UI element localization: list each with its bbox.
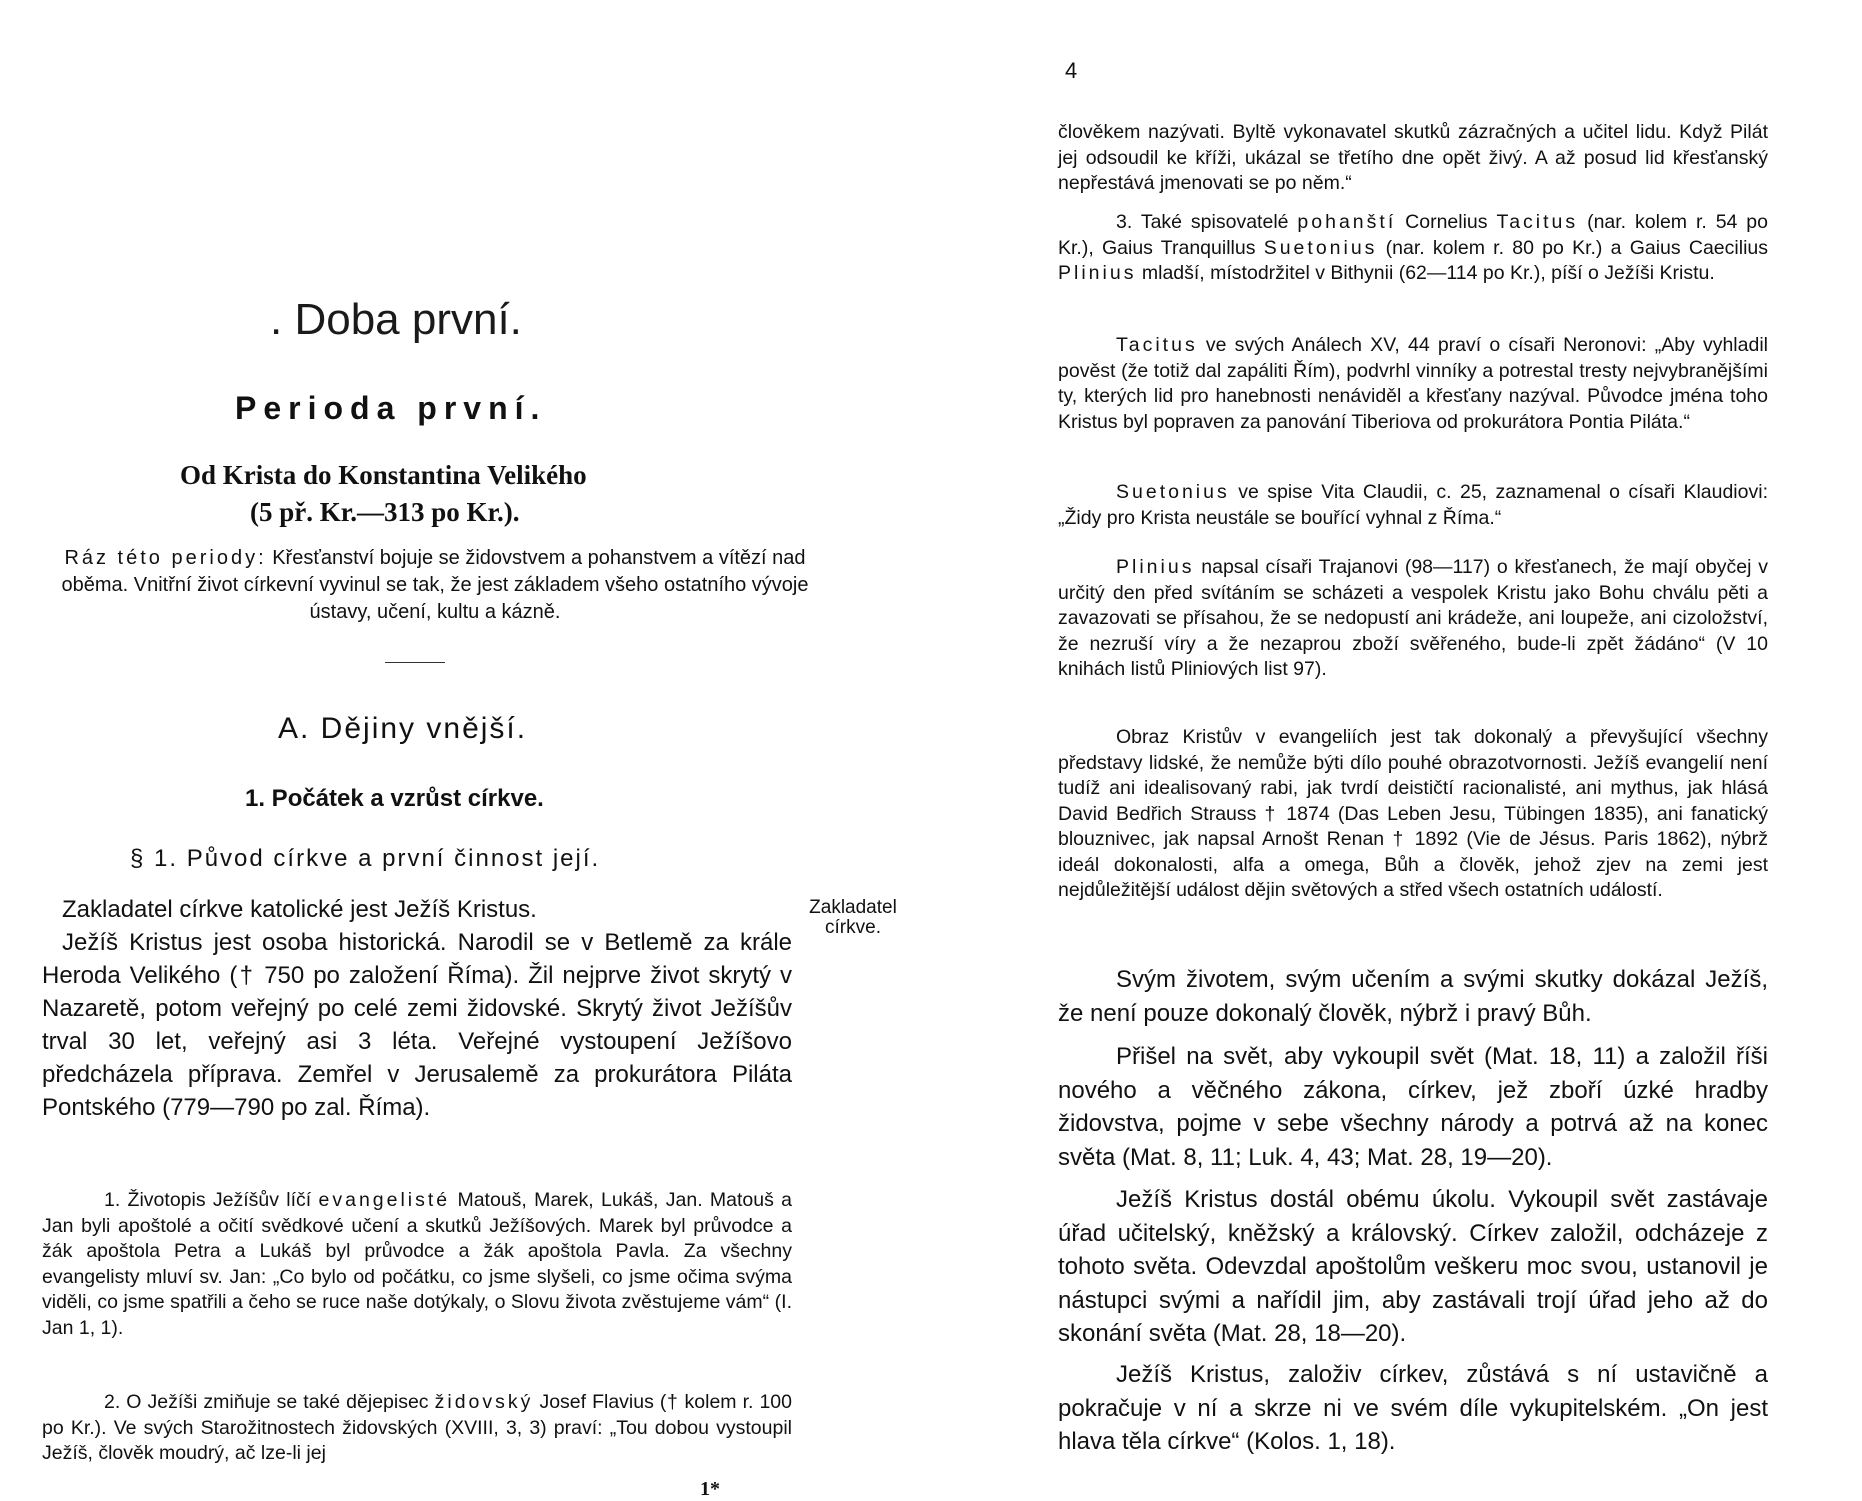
subtitle-line-2: (5 př. Kr.—313 po Kr.).	[250, 497, 520, 527]
body-paragraph-3	[1058, 1183, 1768, 1351]
period-title: Perioda první.	[235, 390, 547, 426]
body-paragraph-2	[1058, 1040, 1768, 1174]
plinius-quote	[1058, 555, 1768, 683]
body-text: Svým životem, svým učením a svými skutky dokázal Ježíš, že není pouze dokonalý člověk, nýbrž i pravý Bůh.	[1058, 966, 1768, 1027]
note-3-spaced: Suetonius	[1263, 236, 1378, 259]
body-paragraph-4	[1058, 1358, 1768, 1459]
note-1-label: 1. Životopis Ježíšův líčí	[104, 1189, 312, 1211]
obraz-text: Obraz Kristův v evangeliích jest tak dokonalý a převyšující všechny představy lidské, že nemůže býti dílo pouhé obrazotvornosti. Ježíš evangelií není tudíž ani idealisovaný rabi, jak tvrdí deističtí racionalisté, ani mythus, jak hlásá David Bedřich Strauss † 1874 (Das Leben Jesu, Tübingen 1835), ani fanatický blouznivec, jak napsal Arnošt Renan † 1892 (Vie de Jésus. Paris 1862), nýbrž ideál dokonalosti, alfa a omega, Bůh a člověk, jehož zjev na zemi jest nejdůležitější událost dějin světových a střed všech ostatních událostí.	[1058, 726, 1768, 901]
tacitus-name: Tacitus	[1116, 334, 1198, 356]
left-page	[0, 0, 897, 1500]
plinius-name: Plinius	[1116, 556, 1195, 578]
continued-quote	[1058, 120, 1768, 197]
paragraph-title: § 1. Původ církve a první činnost její.	[130, 845, 601, 872]
note-3-spaced: Tacitus	[1496, 211, 1579, 233]
chapter-title: 1. Počátek a vzrůst církve.	[245, 785, 544, 812]
right-page	[900, 0, 1862, 1500]
lead-sentence: Zakladatel církve katolické jest Ježíš Kristus.	[62, 896, 537, 923]
divider	[385, 662, 445, 663]
period-character	[45, 545, 825, 626]
margin-note: Zakladatel církve.	[809, 897, 897, 938]
note-3-part: 3. Také spisovatelé	[1116, 211, 1289, 233]
note-3-part: mladší, místodržitel v Bithynii (62—114 po Kr.), píší o Ježíši Kristu.	[1141, 262, 1715, 284]
body-paragraph-1	[1058, 963, 1768, 1030]
note-1	[42, 1188, 792, 1341]
section-title: A. Dějiny vnější.	[278, 712, 528, 745]
note-2	[42, 1390, 792, 1467]
character-label: Ráz této periody:	[64, 547, 267, 569]
continued-text: člověkem nazývati. Byltě vykonavatel skutků zázračných a učitel lidu. Když Pilát jej odsoudil ke kříži, ukázal se třetího dne opět živý. A až posud lid křesťanský nepřestává jmenovati se po něm.“	[1058, 121, 1768, 194]
plinius-text: napsal císaři Trajanovi (98—117) o křesťanech, že mají obyčej v určitý den před svítáním se scházeti a vespolek Kristu jako Bohu chválu pěti a zavazovati se přísahou, že se nedopustí ani krádeže, ani loupeže, ani cizoložství, že nezruší víry a že nezaprou zboží svěřeného, bude-li zpět žádáno“ (V 10 knihách listů Pliniových list 97).	[1058, 556, 1769, 680]
subtitle-line-1: Od Krista do Konstantina Velikého	[180, 460, 587, 490]
suetonius-text: ve spise Vita Claudii, c. 25, zaznamenal o císaři Klaudiovi: „Židy pro Krista neustále se bouřící vyhnal z Říma.“	[1058, 481, 1768, 529]
main-text	[42, 926, 792, 1124]
tacitus-text: ve svých Análech XV, 44 praví o císaři Neronovi: „Aby vyhladil pověst (že totiž dal zapáliti Řím), podvrhl vinníky a potrestal tresty nejvybranějšími ty, kterých lid pro hanebnosti nenáviděl a křesťany nazýval. Původce jména toho Kristus byl popraven za panování Tiberiova od prokurátora Pontia Piláta.“	[1058, 334, 1768, 433]
note-2-text: Josef Flavius († kolem r. 100 po Kr.). Ve svých Starožitnostech židovských (XVIII, 3, 3) praví: „Tou dobou vystoupil Ježíš, člověk moudrý, ač lze-li jej	[42, 1391, 792, 1464]
note-1-spaced: evangelisté	[318, 1189, 451, 1211]
suetonius-name: Suetonius	[1116, 481, 1230, 503]
body-text: Ježíš Kristus dostál obému úkolu. Vykoupil svět zastávaje úřad učitelský, kněžský a královský. Církev založil, odcházeje z tohoto světa. Odevzdal apoštolům veškeru moc svou, ustanovil je nástupci svými a nařídil jim, aby zastávali trojí úřad jeho až do skonání světa (Mat. 28, 18—20).	[1058, 1186, 1768, 1347]
note-3-part: (nar. kolem r. 80 po Kr.) a Gaius Caecilius	[1385, 236, 1768, 259]
main-paragraph: Ježíš Kristus jest osoba historická. Narodil se v Betlemě za krále Heroda Velikého († 750 po založení Říma). Žil nejprve život skrytý v Nazaretě, potom veřejný po celé zemi židovské. Skrytý život Ježíšův trval 30 let, veřejný asi 3 léta. Veřejné vystoupení Ježíšovo předcházela příprava. Zemřel v Jerusalemě za prokurátora Piláta Pontského (779—790 po zal. Říma).	[42, 929, 792, 1121]
note-3-part: Cornelius	[1405, 211, 1488, 233]
body-text: Ježíš Kristus, založiv církev, zůstává s ní ustavičně a pokračuje v ní a skrze ni ve svém díle vykupitelském. „On jest hlava těla církve“ (Kolos. 1, 18).	[1058, 1361, 1768, 1455]
note-3-spaced: Plinius	[1058, 262, 1137, 284]
note-3	[1058, 210, 1768, 287]
note-3-part: (nar. kolem r. 54 po Kr.), Gaius Tranquillus	[1058, 211, 1768, 259]
note-3-spaced: pohanští	[1297, 211, 1397, 233]
body-text: Přišel na svět, aby vykoupil svět (Mat. 18, 11) a založil říši nového a věčného zákona, církev, jež zboří úzké hradby židovstva, pojme v sebe všechny národy a potrvá až na konec světa (Mat. 8, 11; Luk. 4, 43; Mat. 28, 19—20).	[1058, 1043, 1768, 1171]
note-2-label: 2. O Ježíši zmiňuje se také dějepisec	[104, 1391, 429, 1413]
obraz-paragraph	[1058, 725, 1768, 904]
sheet-signature: 1*	[700, 1478, 720, 1500]
note-2-spaced: židovský	[434, 1391, 534, 1413]
era-title: . Doba první.	[270, 295, 522, 344]
page-number: 4	[1065, 58, 1078, 83]
tacitus-quote	[1058, 333, 1768, 435]
note-1-text: Matouš, Marek, Lukáš, Jan. Matouš a Jan byli apoštolé a očití svědkové učení a skutků Ježíšových. Marek byl průvodce a žák apoštola Petra a Lukáš byl průvodce a žák apoštola Pavla. Za všechny evangelisty mluví sv. Jan: „Co bylo od počátku, co jsme slyšeli, co jsme očima svýma viděli, co jsme spatřili a čeho se ruce naše dotýkaly, o Slovu života zvěstujeme vám“ (I. Jan 1, 1).	[42, 1189, 792, 1339]
character-text: Křesťanství bojuje se židovstvem a pohanstvem a vítězí nad oběma. Vnitřní život církevní vyvinul se tak, že jest základem všeho ostatního vývoje ústavy, učení, kultu a kázně.	[61, 547, 809, 623]
suetonius-quote	[1058, 480, 1768, 531]
